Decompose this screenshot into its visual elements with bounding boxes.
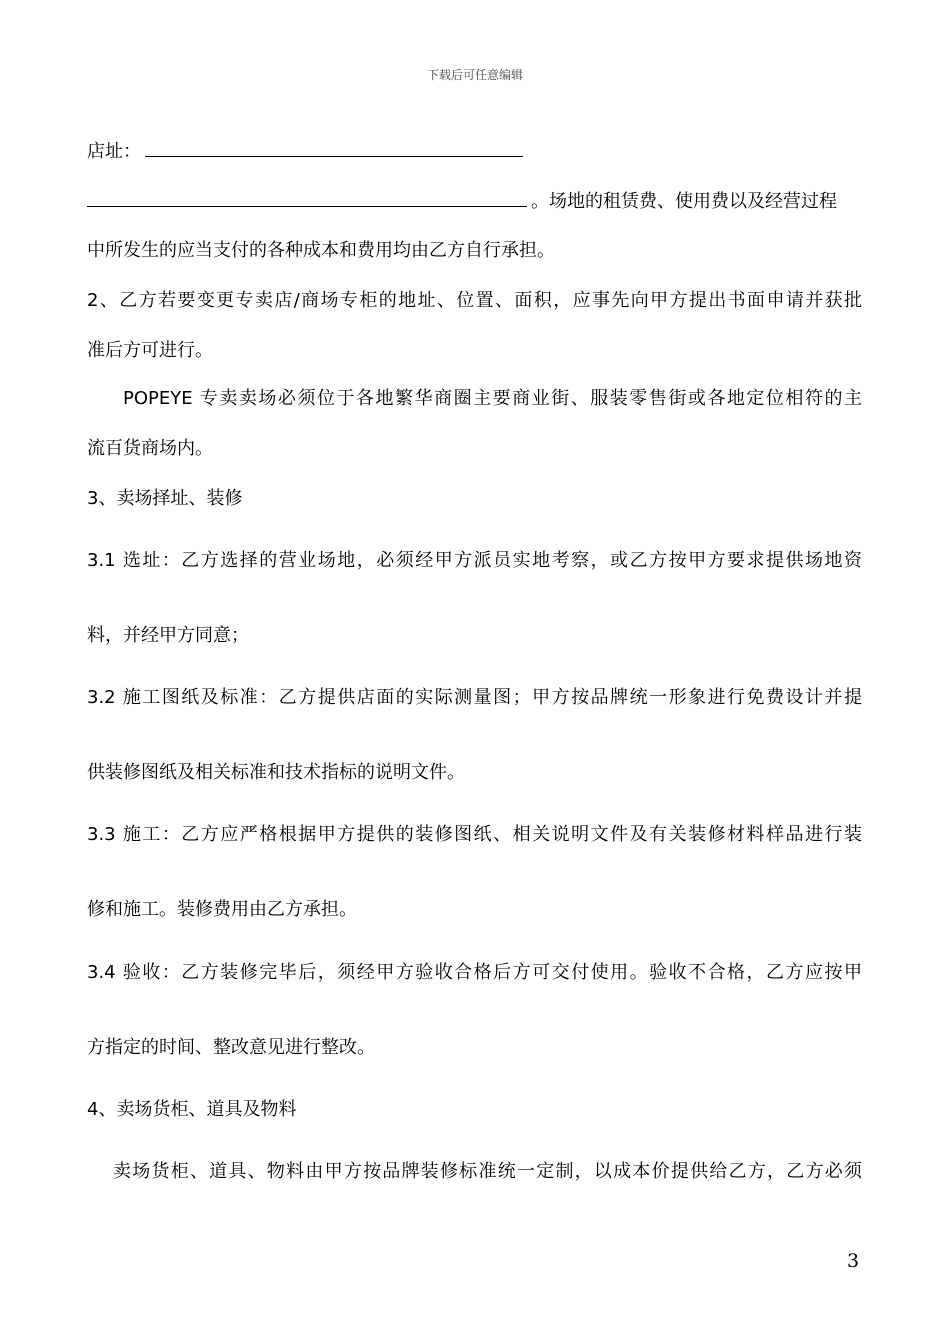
- item4-line1: 卖场货柜、道具、物料由甲方按品牌装修标准统一定制，以成本价提供给乙方，乙方必须: [113, 1161, 862, 1182]
- item3-1-line1: 3.1 选址：乙方选择的营业场地，必须经甲方派员实地考察，或乙方按甲方要求提供场地资: [87, 550, 862, 571]
- page-number: 3: [847, 1250, 860, 1272]
- para1-tail: 。场地的租赁费、使用费以及经营过程: [531, 191, 837, 212]
- item3-4-line2: 方指定的时间、整改意见进行整改。: [87, 1037, 375, 1058]
- popeye-line1: POPEYE 专卖卖场必须位于各地繁华商圈主要商业街、服装零售街或各地定位相符的主: [123, 388, 862, 409]
- item3-4-line1: 3.4 验收：乙方装修完毕后，须经甲方验收合格后方可交付使用。验收不合格，乙方应按甲: [87, 962, 862, 983]
- item3-3-line1: 3.3 施工：乙方应严格根据甲方提供的装修图纸、相关说明文件及有关装修材料样品进行装: [87, 824, 862, 845]
- store-address-label: 店址：: [87, 141, 141, 162]
- page-header: 下载后可任意编辑: [426, 68, 523, 82]
- item3-2-line1: 3.2 施工图纸及标准：乙方提供店面的实际测量图；甲方按品牌统一形象进行免费设计并提: [87, 687, 862, 708]
- item2-line1: 2、乙方若要变更专卖店/商场专柜的地址、位置、面积，应事先向甲方提出书面申请并获批: [87, 290, 862, 311]
- item2-line2: 准后方可进行。: [87, 340, 213, 361]
- popeye-line2: 流百货商场内。: [87, 438, 213, 459]
- item3-2-line2: 供装修图纸及相关标准和技术指标的说明文件。: [87, 762, 465, 783]
- item3-3-line2: 修和施工。装修费用由乙方承担。: [87, 899, 357, 920]
- store-address-line: [87, 138, 523, 164]
- item4-heading: 4、卖场货柜、道具及物料: [87, 1099, 297, 1120]
- address-continuation-blank: [87, 188, 527, 207]
- store-address-blank: [145, 138, 523, 157]
- para1-line2: 中所发生的应当支付的各种成本和费用均由乙方自行承担。: [87, 240, 555, 261]
- item3-heading: 3、卖场择址、装修: [87, 488, 243, 509]
- item3-1-line2: 料，并经甲方同意；: [87, 625, 249, 646]
- para1-line1: [87, 188, 837, 214]
